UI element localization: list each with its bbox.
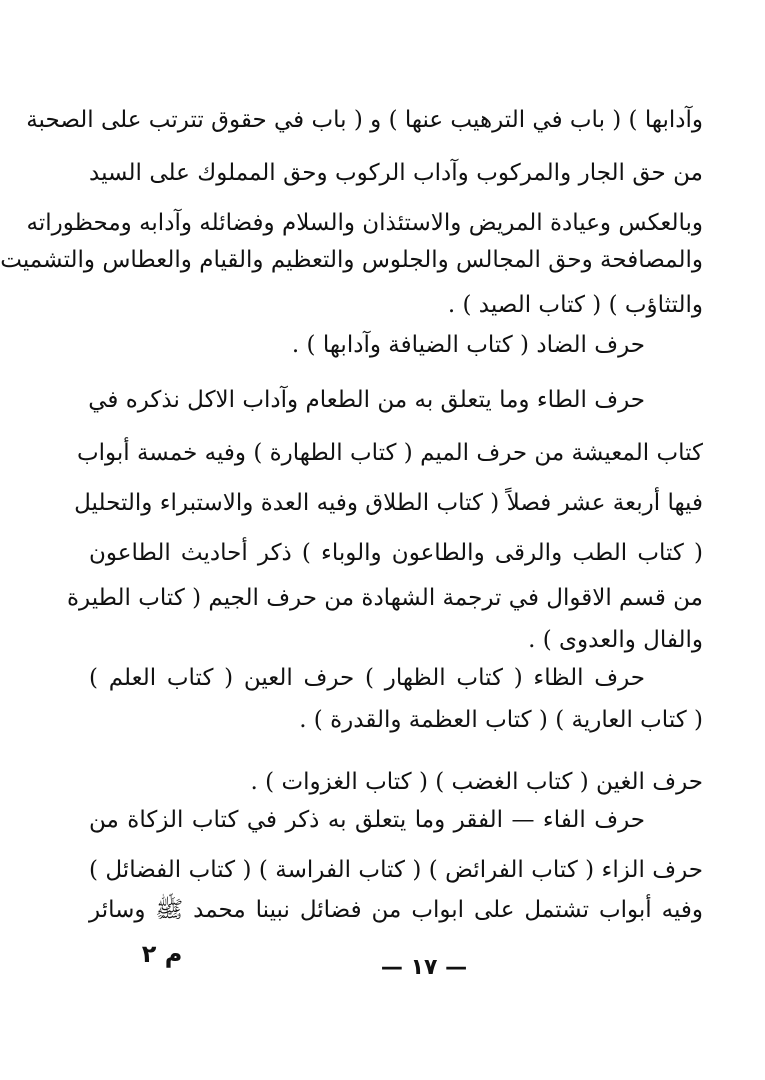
text-line-7: حرف الطاء وما يتعلق به من الطعام وآداب الاكل نذكره في (88, 387, 645, 413)
text-line-13: حرف الظاء ( كتاب الظهار ) حرف العين ( كتاب العلم ) (89, 665, 645, 691)
text-line-3: وبالعكس وعيادة المريض والاستئذان والسلام وفضائله وآدابه ومحظوراته (26, 210, 703, 236)
page-number: — ١٧ — (380, 955, 468, 980)
text-line-12: والفال والعدوى ) . (528, 627, 703, 653)
text-line-15: حرف الغين ( كتاب الغضب ) ( كتاب الغزوات ) . (250, 769, 703, 795)
text-line-14: ( كتاب العارية ) ( كتاب العظمة والقدرة ) . (299, 707, 703, 733)
text-line-18: وفيه أبواب تشتمل على ابواب من فضائل نبينا محمد ﷺ وسائر (89, 897, 703, 923)
text-line-8: كتاب المعيشة من حرف الميم ( كتاب الطهارة ) وفيه خمسة أبواب (76, 440, 703, 466)
text-line-6: حرف الضاد ( كتاب الضيافة وآدابها ) . (291, 332, 645, 358)
text-line-16: حرف الفاء — الفقر وما يتعلق به ذكر في كتاب الزكاة من (89, 807, 645, 833)
text-line-17: حرف الزاء ( كتاب الفرائض ) ( كتاب الفراسة ) ( كتاب الفضائل ) (89, 857, 703, 883)
text-line-2: من حق الجار والمركوب وآداب الركوب وحق المملوك على السيد (89, 160, 703, 186)
text-line-4: والمصافحة وحق المجالس والجلوس والتعظيم والقيام والعطاس والتشميت (0, 247, 703, 273)
text-line-10: ( كتاب الطب والرقى والطاعون والوباء ) ذكر أحاديث الطاعون (89, 540, 703, 566)
text-line-5: والتثاؤب ) ( كتاب الصيد ) . (447, 292, 703, 318)
text-line-1: وآدابها ) ( باب في الترهيب عنها ) و ( باب في حقوق تترتب على الصحبة (26, 107, 703, 133)
text-line-11: من قسم الاقوال في ترجمة الشهادة من حرف الجيم ( كتاب الطيرة (66, 585, 703, 611)
text-line-9: فيها أربعة عشر فصلاً ( كتاب الطلاق وفيه العدة والاستبراء والتحليل (74, 490, 703, 516)
signature-mark: م ٢ (141, 940, 183, 968)
